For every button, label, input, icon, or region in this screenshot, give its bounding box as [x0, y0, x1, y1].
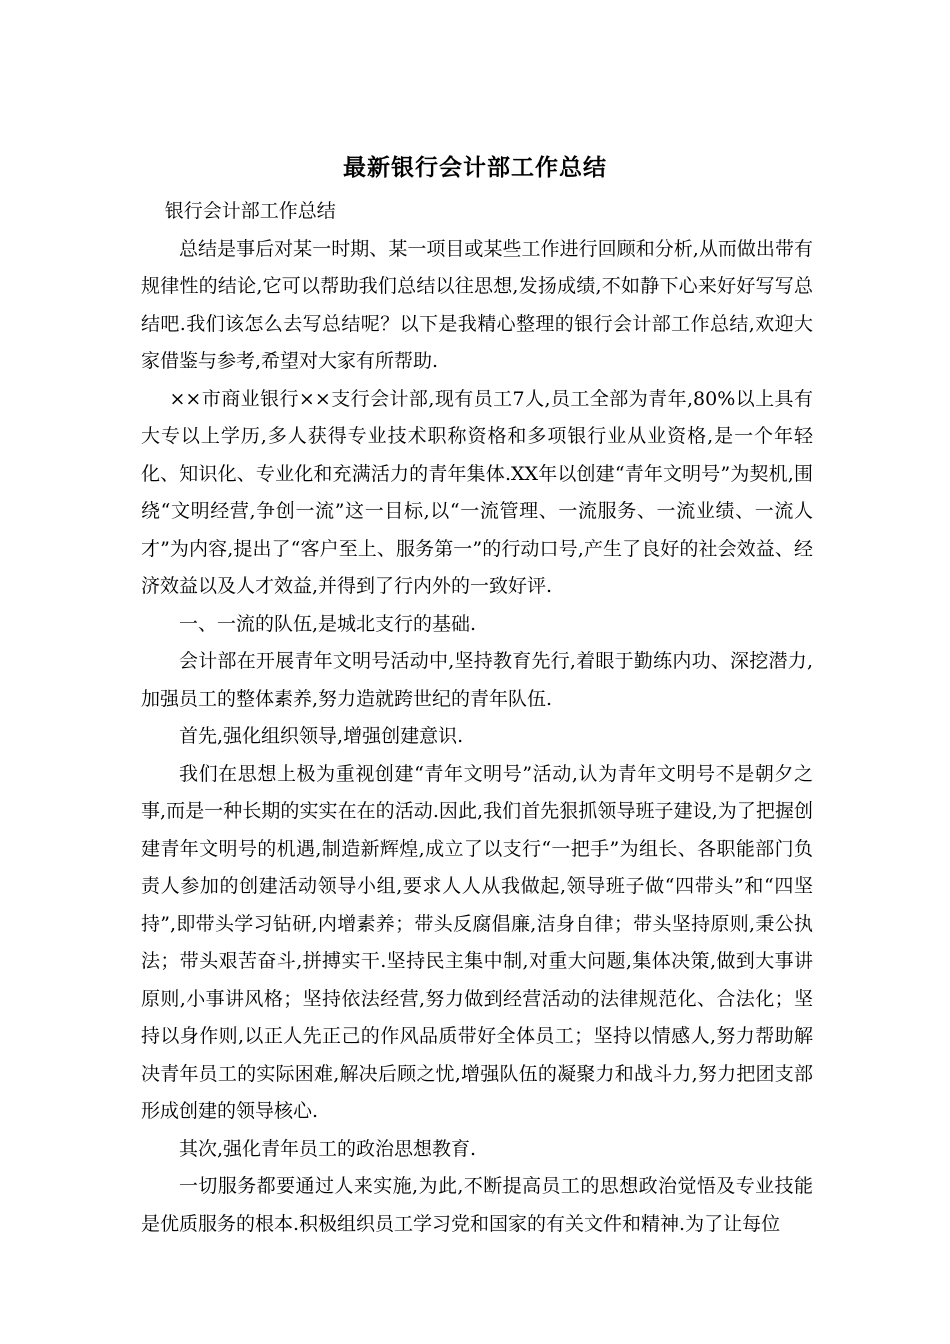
- paragraph-team: 会计部在开展青年文明号活动中,坚持教育先行,着眼于勤练内功、深挖潜力,加强员工的整体素养,努力造就跨世纪的青年队伍.: [141, 650, 813, 710]
- document-body: [141, 193, 813, 1243]
- document-subtitle: 银行会计部工作总结: [164, 200, 336, 222]
- paragraph-education: 一切服务都要通过人来实施,为此,不断提高员工的思想政治觉悟及专业技能是优质服务的根本.积极组织员工学习党和国家的有关文件和精神.为了让每位: [141, 1175, 813, 1235]
- paragraph-intro: 总结是事后对某一时期、某一项目或某些工作进行回顾和分析,从而做出带有规律性的结论,它可以帮助我们总结以往思想,发扬成绩,不如静下心来好好写写总结吧.我们该怎么去写总结呢？以下是我精心整理的银行会计部工作总结,欢迎大家借鉴与参考,希望对大家有所帮助.: [141, 237, 813, 372]
- paragraph-leadership: 我们在思想上极为重视创建“青年文明号”活动,认为青年文明号不是朝夕之事,而是一种长期的实实在在的活动.因此,我们首先狠抓领导班子建设,为了把握创建青年文明号的机遇,制造新辉煌,成立了以支行“一把手”为组长、各职能部门负责人参加的创建活动领导小组,要求人人从我做起,领导班子做“四带头”和“四坚持”,即带头学习钻研,内增素养；带头反腐倡廉,洁身自律；带头坚持原则,秉公执法；带头艰苦奋斗,拼搏实干.坚持民主集中制,对重大问题,集体决策,做到大事讲原则,小事讲风格；坚持依法经营,努力做到经营活动的法律规范化、合法化；坚持以身作则,以正人先正己的作风品质带好全体员工；坚持以情感人,努力帮助解决青年员工的实际困难,解决后顾之忧,增强队伍的凝聚力和战斗力,努力把团支部形成创建的领导核心.: [141, 762, 813, 1122]
- document-title: 最新银行会计部工作总结: [343, 155, 607, 181]
- section-heading-1: 一、一流的队伍,是城北支行的基础.: [179, 612, 477, 635]
- subheading-education: 其次,强化青年员工的政治思想教育.: [179, 1137, 477, 1160]
- subheading-leadership: 首先,强化组织领导,增强创建意识.: [179, 725, 464, 747]
- paragraph-overview: ××市商业银行××支行会计部,现有员工7人,员工全部为青年,80%以上具有大专以上学历,多人获得专业技术职称资格和多项银行业从业资格,是一个年轻化、知识化、专业化和充满活力的青年集体.XX年以创建“青年文明号”为契机,围绕“文明经营,争创一流”这一目标,以“一流管理、一流服务、一流业绩、一流人才”为内容,提出了“客户至上、服务第一”的行动口号,产生了良好的社会效益、经济效益以及人才效益,并得到了行内外的一致好评.: [141, 387, 813, 597]
